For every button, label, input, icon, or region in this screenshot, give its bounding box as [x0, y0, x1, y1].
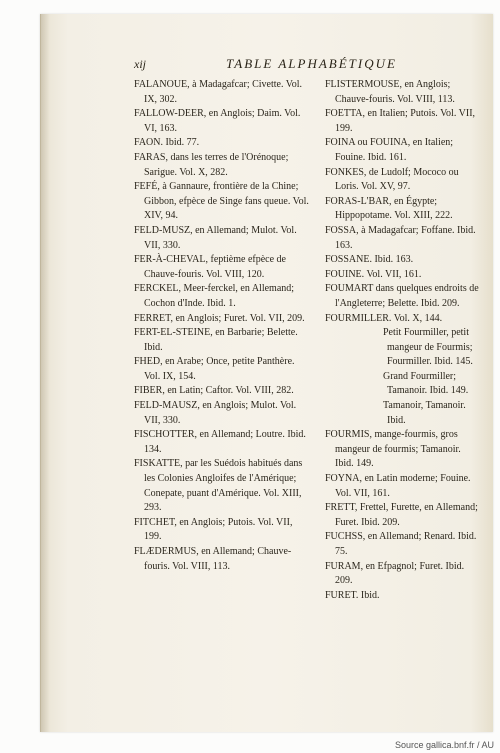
index-entry: FAON. Ibid. 77. [134, 137, 200, 149]
index-entry: FISKATTE, par les Suédois habitués dans les Colonies Angloifes de l'Amérique; Conepate, puant d'Amérique. Vol. XIII, 293. [134, 458, 303, 514]
index-entry: FOSSANE. Ibid. 163. [325, 254, 414, 266]
right-column [325, 78, 480, 603]
index-entry: FERRET, en Anglois; Furet. Vol. VII, 209. [134, 312, 305, 324]
index-entry: FIBER, en Latin; Caftor. Vol. VIII, 282. [134, 385, 294, 397]
index-entry: FLISTERMOUSE, en Anglois; Chauve-fouris. Vol. VIII, 113. [325, 79, 455, 105]
index-entry: FELD-MAUSZ, en Anglois; Mulot. Vol. VII, 330. [134, 400, 297, 426]
index-entry: FERCKEL, Meer-ferckel, en Allemand; Cochon d'Inde. Ibid. 1. [134, 283, 295, 309]
index-entry: FER-À-CHEVAL, feptième efpèce de Chauve-fouris. Vol. VIII, 120. [134, 254, 286, 280]
index-entry: FEFÉ, à Gannaure, frontière de la Chine; Gibbon, efpèce de Singe fans queue. Vol. XIV, 94. [134, 181, 309, 222]
index-entry: FOURMILLER. Vol. X, 144. [325, 312, 443, 324]
index-entry: FOUINE. Vol. VII, 161. [325, 268, 422, 280]
index-subentry: Tamanoir, Tamanoir. Ibid. [383, 400, 466, 426]
source-watermark: Source gallica.bnf.fr / AU [394, 740, 494, 750]
index-entry: FONKES, de Ludolf; Mococo ou Loris. Vol. XV, 97. [325, 166, 459, 193]
index-entry: FOINA ou FOUINA, en Italien; Fouine. Ibid. 161. [325, 137, 454, 163]
index-subentry: Grand Fourmiller; Tamanoir. Ibid. 149. [383, 370, 469, 397]
index-entry: FURET. Ibid. [325, 589, 380, 601]
index-entry: FOUMART dans quelques endroits de l'Angleterre; Belette. Ibid. 209. [325, 283, 479, 309]
index-entry: FRETT, Frettel, Furette, en Allemand; Furet. Ibid. 209. [325, 502, 478, 528]
index-entry: FELD-MUSZ, en Allemand; Mulot. Vol. VII, 330. [134, 224, 297, 251]
index-entry: FALLOW-DEER, en Anglois; Daim. Vol. VI, 163. [134, 108, 301, 134]
index-entry: FOURMIS, mange-fourmis, gros mangeur de fourmis; Tamanoir. Ibid. 149. [325, 429, 461, 470]
index-entry: FALANOUE, à Madagafcar; Civette. Vol. IX, 302. [134, 79, 303, 105]
index-entry: FUCHSS, en Allemand; Renard. Ibid. 75. [325, 531, 477, 557]
index-entry: FLÆDERMUS, en Allemand; Chauve-fouris. Vol. VIII, 113. [134, 546, 292, 572]
index-entry: FOETTA, en Italien; Putois. Vol. VII, 199. [325, 108, 476, 134]
index-entry: FOYNA, en Latin moderne; Fouine. Vol. VII, 161. [325, 473, 471, 499]
index-entry: FARAS, dans les terres de l'Orénoque; Sarigue. Vol. X, 282. [134, 151, 289, 178]
index-entry: FERT-EL-STEINE, en Barbarie; Belette. Ibid. [134, 327, 298, 353]
index-entry: FHED, en Arabe; Once, petite Panthère. Vol. IX, 154. [134, 356, 295, 382]
page-gutter-shadow [40, 14, 50, 732]
index-entry: FOSSA, à Madagafcar; Foffane. Ibid. 163. [325, 224, 476, 251]
left-column [134, 78, 310, 574]
index-subentry: Petit Fourmiller, petit mangeur de Fourmis; Fourmiller. Ibid. 145. [383, 327, 473, 368]
index-entry: FITCHET, en Anglois; Putois. Vol. VII, 199. [134, 516, 293, 543]
index-entry: FORAS-L'BAR, en Égypte; Hippopotame. Vol. XIII, 222. [325, 195, 453, 222]
page-title: TABLE ALPHABÉTIQUE [226, 56, 397, 71]
running-header [134, 56, 474, 74]
page-number: xij [134, 57, 146, 71]
index-entry: FURAM, en Efpagnol; Furet. Ibid. 209. [325, 560, 465, 587]
index-entry: FISCHOTTER, en Allemand; Loutre. Ibid. 134. [134, 429, 306, 455]
